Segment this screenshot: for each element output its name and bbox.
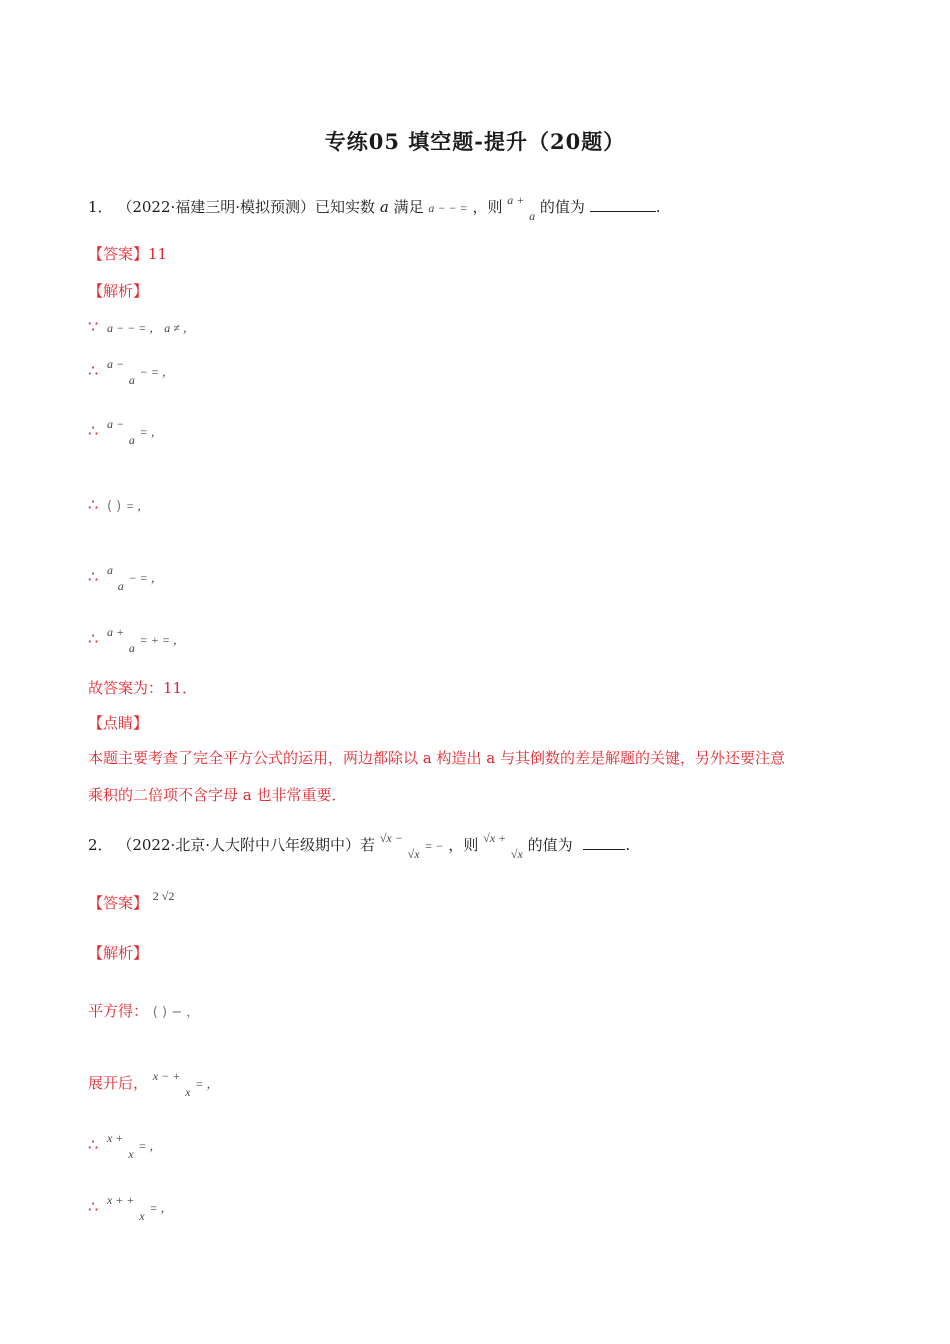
question-source: （2022·福建三明·模拟预测）已知实数 bbox=[117, 198, 376, 216]
question-number: 1． bbox=[88, 198, 113, 216]
step-tail: − = ， bbox=[139, 365, 174, 379]
condition-formula: √x − bbox=[379, 831, 403, 845]
solution-step bbox=[88, 1193, 173, 1223]
step-formula: x + + bbox=[106, 1193, 135, 1207]
step-tail: = ， bbox=[195, 1077, 219, 1091]
because-symbol: ∵ bbox=[88, 317, 99, 336]
step-tail: = ， bbox=[138, 1139, 162, 1153]
period: . bbox=[625, 836, 631, 854]
question-text: ，则 bbox=[472, 198, 503, 216]
question-number: 2． bbox=[88, 836, 113, 854]
variable-a: a bbox=[379, 198, 389, 216]
therefore-symbol: ∴ bbox=[88, 1135, 99, 1154]
answer-1 bbox=[88, 243, 167, 265]
expression-formula: √x + bbox=[483, 831, 507, 845]
therefore-symbol: ∴ bbox=[88, 567, 99, 586]
answer-label: 【答案】 bbox=[88, 894, 149, 912]
step-label: 平方得： bbox=[88, 1002, 149, 1020]
solution-step bbox=[88, 417, 163, 447]
condition-fraction: √x bbox=[407, 847, 420, 861]
step-formula: a + bbox=[106, 625, 125, 639]
question-text: 的值为 bbox=[527, 836, 573, 854]
step-formula: a − bbox=[106, 357, 125, 371]
therefore-symbol: ∴ bbox=[88, 421, 99, 440]
expression-fraction: a bbox=[529, 209, 536, 223]
question-text: 满足 bbox=[393, 198, 424, 216]
answer-2 bbox=[88, 889, 175, 915]
step-fraction: x bbox=[185, 1085, 191, 1099]
step-formula: a − bbox=[106, 417, 125, 431]
step-fraction: a bbox=[128, 373, 135, 387]
comment-line: 乘积的二倍项不含字母 a 也非常重要． bbox=[88, 786, 347, 804]
page-title: 专练05 填空题-提升（20题） bbox=[324, 129, 626, 154]
question-1 bbox=[88, 193, 661, 223]
step-tail: − = ， bbox=[128, 571, 163, 585]
step-fraction: x bbox=[128, 1147, 134, 1161]
solution-step bbox=[88, 625, 185, 655]
expression-formula: a + bbox=[507, 193, 525, 207]
solution-step bbox=[88, 563, 163, 593]
question-source: （2022·北京·人大附中八年级期中）若 bbox=[117, 836, 376, 854]
question-text: 的值为 bbox=[539, 198, 585, 216]
comment-label: 【点睛】 bbox=[88, 714, 149, 732]
answer-value: 2 √2 bbox=[152, 889, 175, 903]
period: . bbox=[655, 198, 661, 216]
answer-value: 11 bbox=[148, 245, 168, 263]
analysis-label: 【解析】 bbox=[88, 944, 149, 962]
condition-tail: = − bbox=[424, 839, 444, 853]
question-text: ，则 bbox=[448, 836, 479, 854]
comment-line: 本题主要考查了完全平方公式的运用，两边都除以 a 构造出 a 与其倒数的差是解题的关键，另外还要注意 bbox=[88, 749, 785, 767]
therefore-symbol: ∴ bbox=[88, 495, 99, 514]
step-fraction: a bbox=[117, 579, 124, 593]
conclusion: 故答案为：11． bbox=[88, 679, 198, 697]
step-formula: ( ) − ， bbox=[152, 1005, 200, 1020]
step-formula: x + bbox=[106, 1131, 124, 1145]
step-tail: = ， bbox=[149, 1201, 173, 1215]
solution-step bbox=[88, 1069, 219, 1099]
step-formula: a bbox=[106, 563, 113, 577]
step-label: 展开后， bbox=[88, 1074, 149, 1092]
answer-blank[interactable] bbox=[583, 835, 625, 850]
answer-blank[interactable] bbox=[590, 197, 656, 212]
step-tail: = + = ， bbox=[139, 633, 185, 647]
solution-step bbox=[88, 316, 195, 339]
analysis-label: 【解析】 bbox=[88, 282, 149, 300]
therefore-symbol: ∴ bbox=[88, 361, 99, 380]
expression-fraction: √x bbox=[510, 847, 523, 861]
step-tail: = ， bbox=[139, 425, 163, 439]
step-fraction: a bbox=[128, 433, 135, 447]
therefore-symbol: ∴ bbox=[88, 1197, 99, 1216]
solution-step bbox=[88, 494, 149, 518]
solution-step bbox=[88, 1000, 199, 1024]
step-formula: a − − = ， a ≠ ， bbox=[106, 321, 195, 335]
question-2 bbox=[88, 831, 631, 861]
step-tail: = ， bbox=[126, 499, 150, 513]
solution-step bbox=[88, 357, 174, 387]
answer-label: 【答案】 bbox=[88, 245, 149, 263]
solution-step bbox=[88, 1131, 162, 1161]
step-formula: ( ) bbox=[106, 499, 122, 514]
therefore-symbol: ∴ bbox=[88, 629, 99, 648]
condition-formula: a − − = bbox=[428, 201, 468, 215]
step-fraction: x bbox=[139, 1209, 145, 1223]
step-fraction: a bbox=[128, 641, 135, 655]
step-formula: x − + bbox=[152, 1069, 181, 1083]
